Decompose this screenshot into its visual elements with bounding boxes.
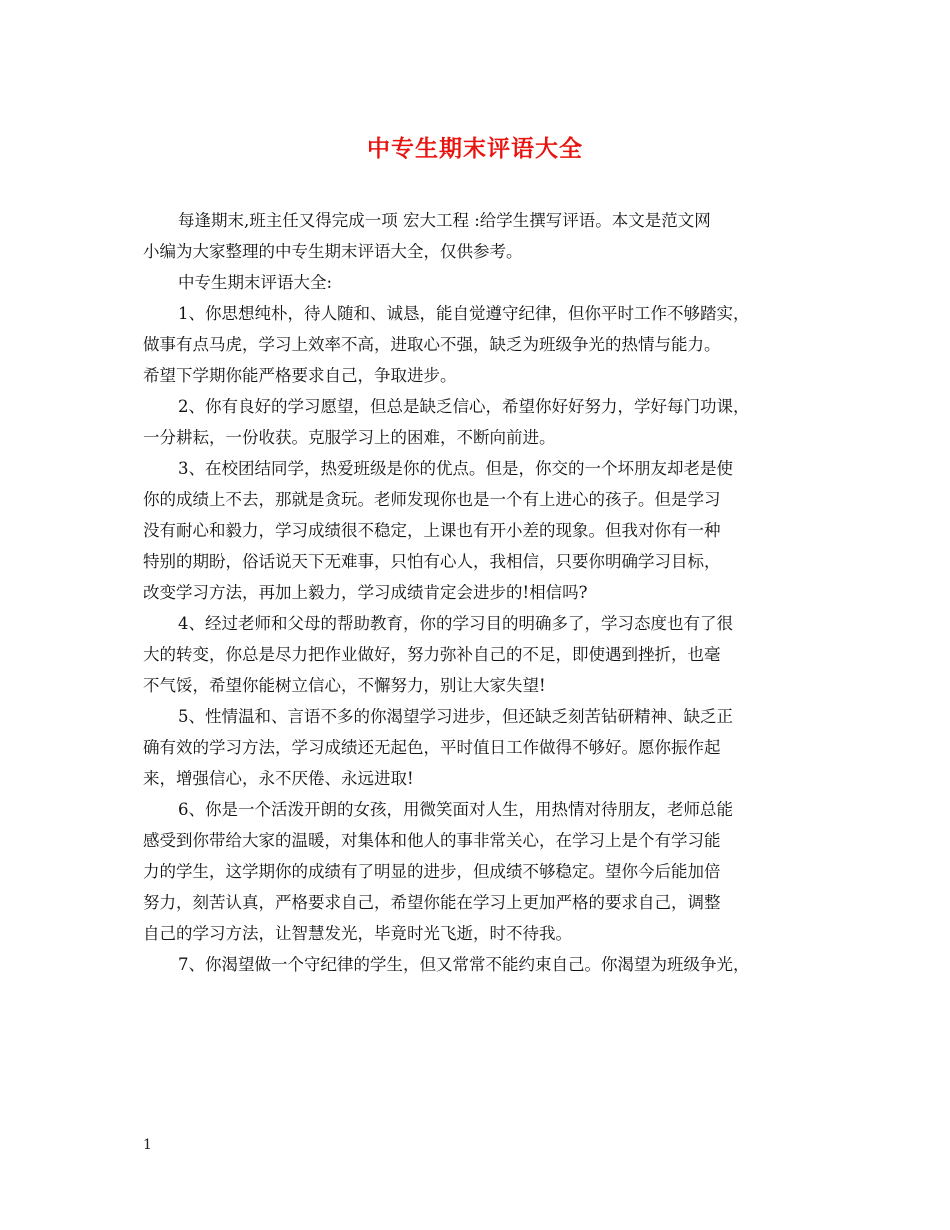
text-line: 一分耕耘，一份收获。克服学习上的困难，不断向前进。 [143, 428, 556, 447]
text-line: 希望下学期你能严格要求自己，争取进步。 [143, 366, 457, 385]
text-line: 中专生期末评语大全: [178, 273, 333, 292]
text-line: 4、经过老师和父母的帮助教育，你的学习目的明确多了，学习态度也有了很 [178, 614, 733, 633]
page-title: 中专生期末评语大全 [367, 135, 583, 162]
text-line: 做事有点马虎，学习上效率不高，进取心不强，缺乏为班级争光的热情与能力。 [143, 335, 721, 354]
text-line: 力的学生，这学期你的成绩有了明显的进步，但成绩不够稳定。望你今后能加倍 [143, 862, 721, 881]
text-line: 每逢期末,班主任又得完成一项 宏大工程 :给学生撰写评语。本文是范文网 [178, 211, 711, 230]
page-number: 1 [143, 1137, 152, 1153]
text-line: 没有耐心和毅力，学习成绩很不稳定，上课也有开小差的现象。但我对你有一种 [143, 521, 721, 540]
text-line: 努力，刻苦认真，严格要求自己，希望你能在学习上更加严格的要求自己，调整 [143, 893, 721, 912]
text-line: 特别的期盼，俗话说天下无难事，只怕有心人，我相信，只要你明确学习目标， [143, 552, 721, 571]
text-line: 7、你渴望做一个守纪律的学生，但又常常不能约束自己。你渴望为班级争光， [178, 955, 750, 974]
text-line: 1、你思想纯朴，待人随和、诚恳，能自觉遵守纪律，但你平时工作不够踏实， [178, 304, 750, 323]
text-line: 小编为大家整理的中专生期末评语大全，仅供参考。 [143, 242, 523, 261]
text-line: 大的转变，你总是尽力把作业做好，努力弥补自己的不足，即使遇到挫折，也毫 [143, 645, 721, 664]
text-line: 自己的学习方法，让智慧发光，毕竟时光飞逝，时不待我。 [143, 924, 572, 943]
text-line: 不气馁，希望你能树立信心，不懈努力，别让大家失望! [143, 676, 546, 695]
text-line: 3、在校团结同学，热爱班级是你的优点。但是，你交的一个坏朋友却老是使 [178, 459, 733, 478]
text-line: 确有效的学习方法，学习成绩还无起色，平时值日工作做得不够好。愿你振作起 [143, 738, 721, 757]
text-line: 你的成绩上不去，那就是贪玩。老师发现你也是一个有上进心的孩子。但是学习 [143, 490, 721, 509]
text-line: 来，增强信心，永不厌倦、永远进取! [143, 769, 414, 788]
text-line: 改变学习方法，再加上毅力，学习成绩肯定会进步的!相信吗? [143, 583, 588, 602]
text-line: 6、你是一个活泼开朗的女孩，用微笑面对人生，用热情对待朋友，老师总能 [178, 800, 733, 819]
document-body [143, 205, 823, 980]
text-line: 感受到你带给大家的温暖，对集体和他人的事非常关心，在学习上是个有学习能 [143, 831, 721, 850]
text-line: 5、性情温和、言语不多的你渴望学习进步，但还缺乏刻苦钻研精神、缺乏正 [178, 707, 733, 726]
text-line: 2、你有良好的学习愿望，但总是缺乏信心，希望你好好努力，学好每门功课， [178, 397, 750, 416]
